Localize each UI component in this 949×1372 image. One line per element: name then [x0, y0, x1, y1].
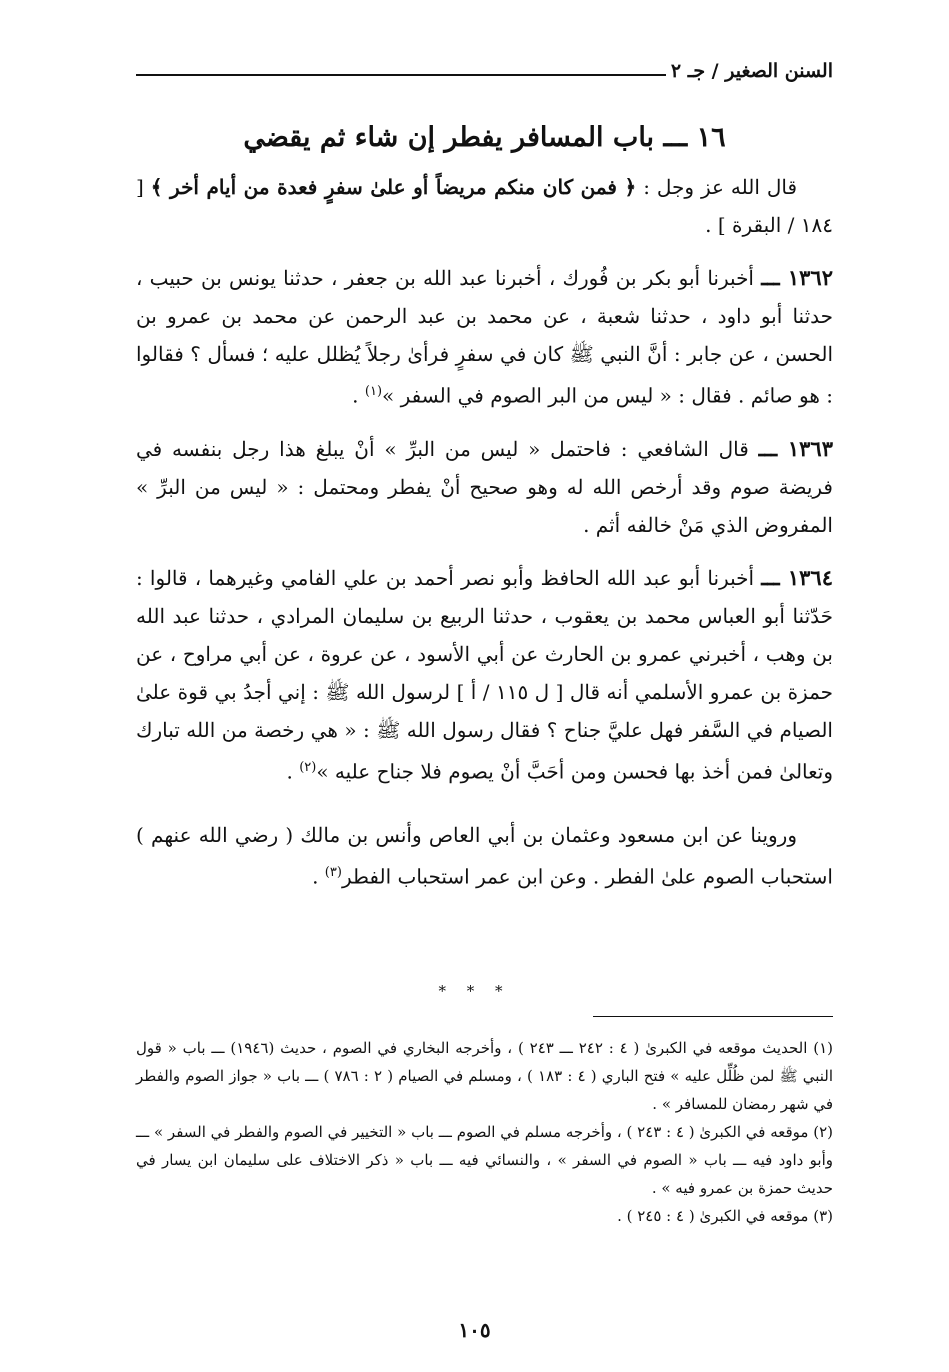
closing-paragraph [136, 816, 833, 896]
hadith-text: أخبرنا أبو عبد الله الحافظ وأبو نصر أحمد بن علي الفامي وغيرهما ، قالوا : حَدّثنا أبو العباس محمد بن يعقوب ، حدثنا الربيع بن سليمان المرادي ، حدثنا عبد الله بن وهب ، أخبرني عمرو بن الحارث عن أبي الأسود ، عن عروة ، عن أبي مراوح ، عن حمزة بن عمرو الأسلمي أنه قال [ ل ١١٥ / أ ] لرسول الله ﷺ : إني أجدُ بي قوة علىٰ الصيام في السَّفر فهل عليَّ جناح ؟ فقال رسول الله ﷺ : « هي رخصة من الله تبارك وتعالىٰ فمن أخذ بها فحسن ومن أحَبَّ أنْ يصوم فلا جناح عليه » [136, 565, 834, 784]
closing-text: وروينا عن ابن مسعود وعثمان بن أبي العاص وأنس بن مالك ( رضي الله عنهم ) استحباب الصوم علىٰ الفطر . وعن ابن عمر استحباب الفطر [136, 823, 833, 889]
page-number: ١٠٥ [458, 1318, 491, 1342]
footnote-3: (٣) موقعه في الكبرىٰ ( ٤ : ٢٤٥ ) . [617, 1207, 833, 1225]
running-title: السنن الصغير / جـ ٢ [670, 60, 833, 82]
hadith-text: أخبرنا أبو بكر بن فُورك ، أخبرنا عبد الله بن جعفر ، حدثنا يونس بن حبيب ، حدثنا أبو داود ، حدثنا شعبة ، عن محمد بن عبد الرحمن عن محمد بن عمرو بن الحسن ، عن جابر : أنَّ النبي ﷺ كان في سفرٍ فرأىٰ رجلاً يُظلل عليه ؛ فسأل ؟ فقالوا : هو صائم . فقال : « ليس من البر الصوم في السفر » [136, 266, 833, 408]
intro-paragraph [136, 168, 833, 244]
hadith-number: ١٣٦٣ ـــ [758, 435, 833, 461]
footnote-2: (٢) موقعه في الكبرىٰ ( ٤ : ٢٤٣ ) ، وأخرجه مسلم في الصوم ـــ باب « التخيير في الصوم والفطر في السفر » ـــ وأبو داود فيه ـــ باب « الصوم في السفر » ، والنسائي فيه ـــ باب « ذكر الاختلاف على سليمان ابن يسار في حديث حمزة بن عمرو فيه » . [136, 1123, 834, 1197]
page-header [136, 54, 833, 90]
hadith-1364 [136, 559, 833, 791]
verse-citation: [ ١٨٤ / البقرة ] . [136, 175, 833, 237]
header-rule [136, 74, 666, 76]
main-text [136, 168, 833, 896]
sentence-end: . [352, 383, 365, 408]
footnotes [136, 1034, 833, 1230]
hadith-number: ١٣٦٤ ـــ [761, 564, 833, 590]
sentence-end: . [312, 864, 325, 889]
footnote-1: (١) الحديث موقعه في الكبرىٰ ( ٤ : ٢٤٢ ـــ ٢٤٣ ) ، وأخرجه البخاري في الصوم ، حديث (١٩٤٦) ـــ باب « قول النبي ﷺ لمن ظُلِّل عليه » فتح الباري ( ٤ : ١٨٣ ) ، ومسلم في الصيام ( ٢ : ٧٨٦ ) ـــ باب « جواز الصوم والفطر في شهر رمضان للمسافر » . [136, 1039, 834, 1113]
quran-verse: ﴿ فمن كان منكم مريضاً أو علىٰ سفرٍ فعدة من أيام أخر ﴾ [150, 175, 637, 199]
section-separator: * * * [438, 982, 511, 1000]
footnote-ref[interactable]: (١) [364, 384, 383, 399]
hadith-1363 [136, 430, 833, 544]
footnote-ref[interactable]: (٢) [299, 759, 317, 775]
sentence-end: . [286, 759, 300, 784]
chapter-title: ١٦ ـــ باب المسافر يفطر إن شاء ثم يقضي [243, 122, 726, 153]
hadith-text: قال الشافعي : فاحتمل « ليس من البرِّ » أنْ يبلغ هذا رجل بنفسه في فريضة صوم وقد أرخص الله له وهو صحيح أنْ يفطر ومحتمل : « ليس من البرِّ » المفروض الذي مَنْ خالفه أثم . [136, 436, 833, 537]
footnote-ref[interactable]: (٣) [324, 865, 342, 881]
hadith-1362 [136, 259, 833, 415]
footnote-rule [593, 1016, 833, 1017]
intro-lead: قال الله عز وجل : [643, 175, 798, 199]
hadith-number: ١٣٦٢ ـــ [761, 265, 833, 290]
